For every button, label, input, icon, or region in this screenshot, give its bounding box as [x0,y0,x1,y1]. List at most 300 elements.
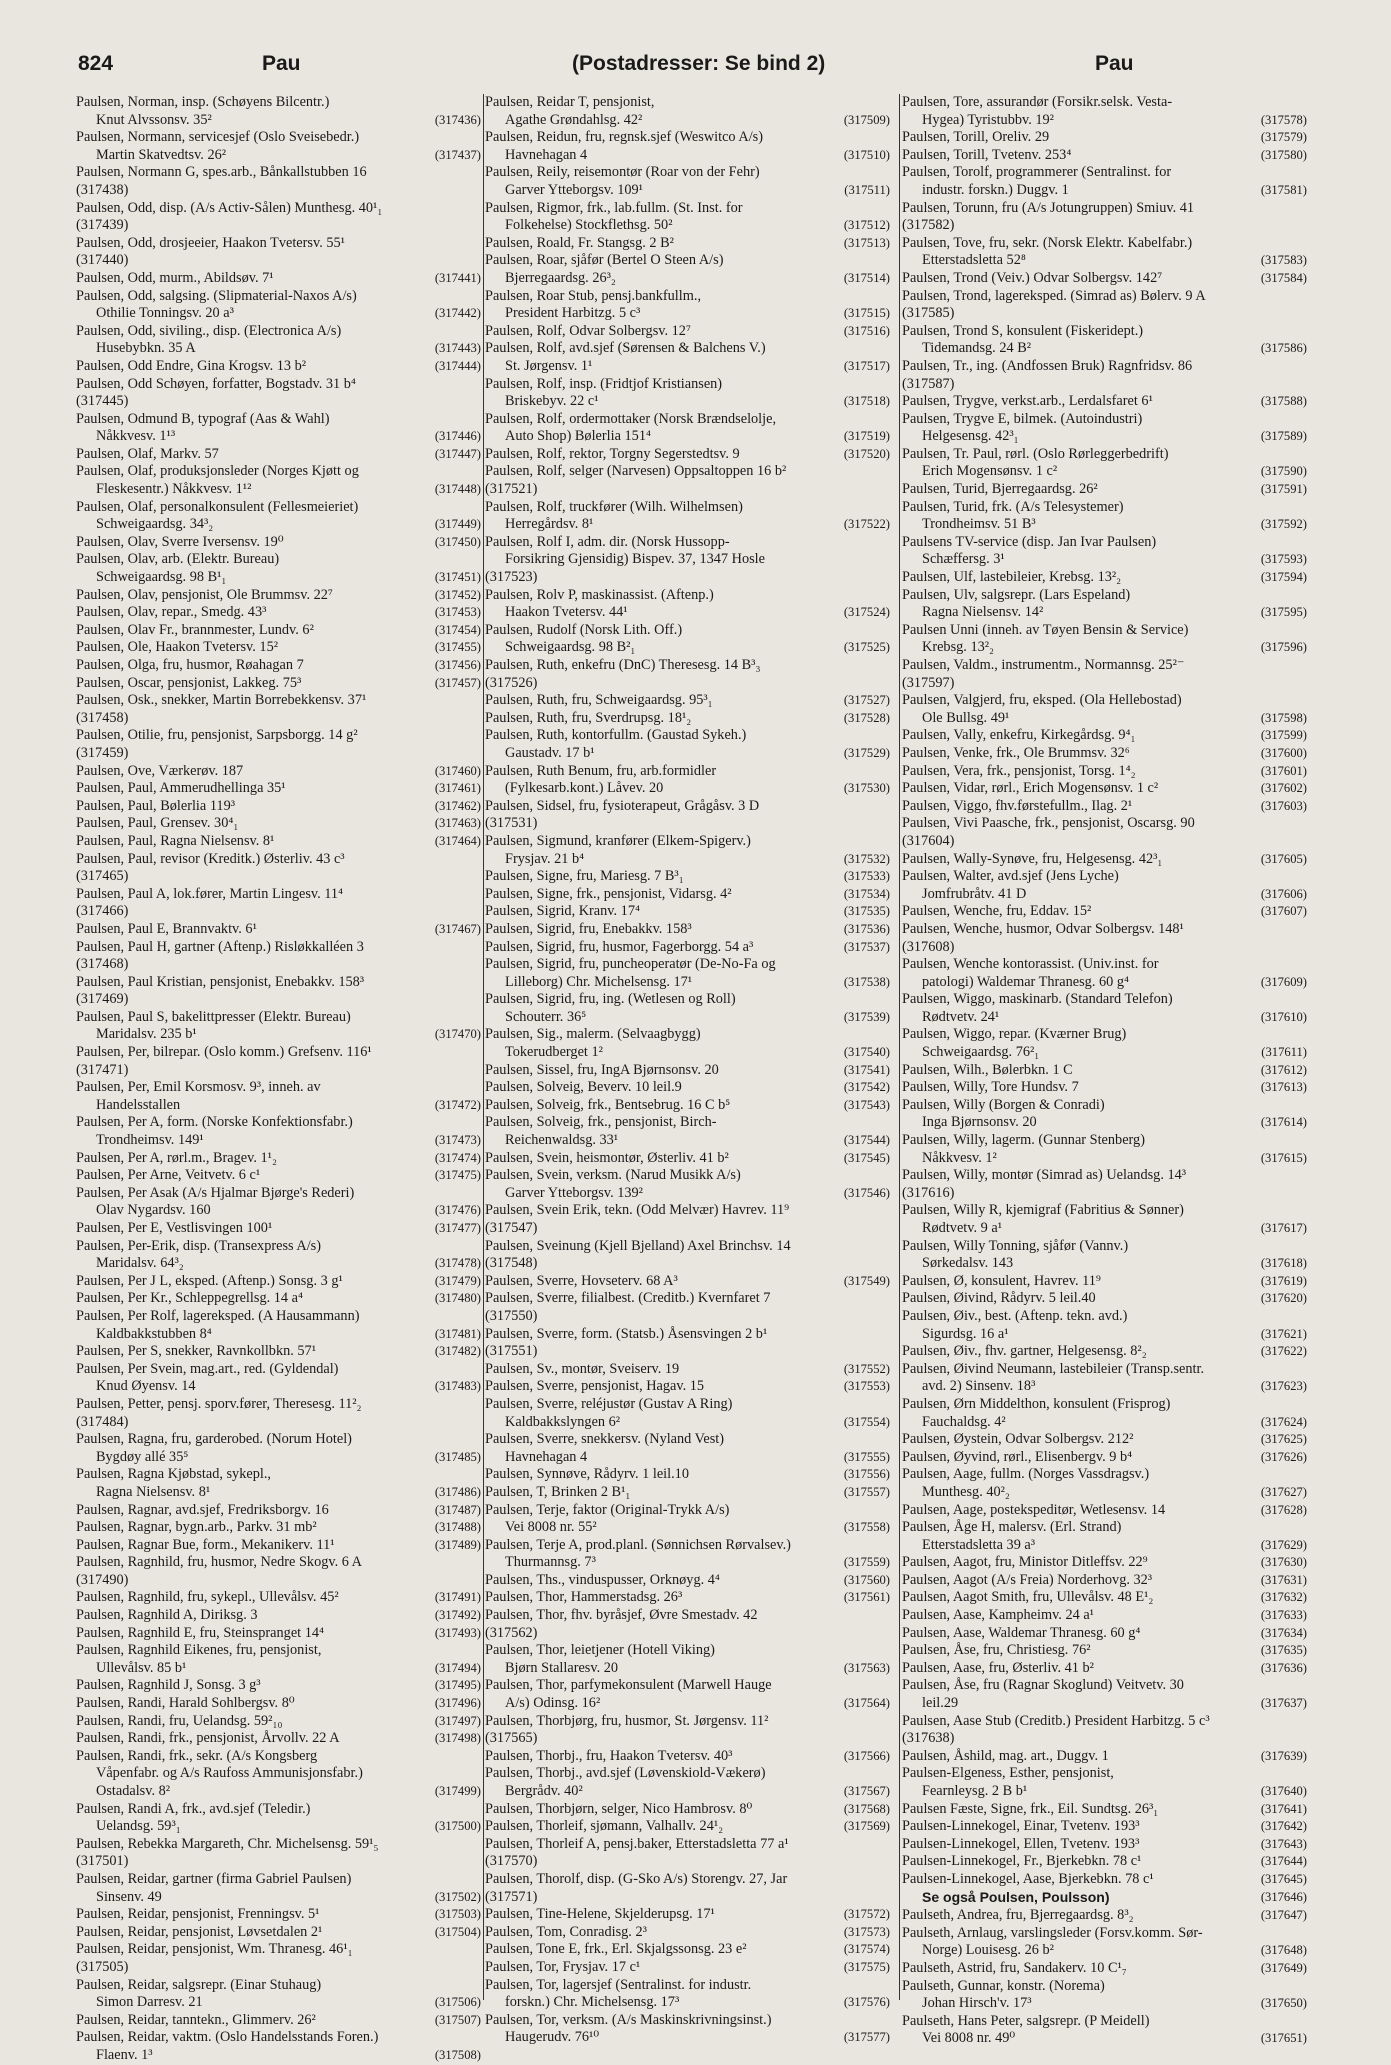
directory-entry-line [902,1695,1307,1713]
phone-number: (317443) [434,341,481,356]
entry-text: Paulsen, Øiv., best. (Aftenp. tekn. avd.) [902,1307,1128,1324]
phone-number: (317535) [843,904,890,919]
phone-number: (317470) [434,1027,481,1042]
directory-entry-line [76,147,481,165]
phone-number: (317614) [1260,1115,1307,1130]
directory-entry-line [902,1466,1307,1484]
entry-text: Havnehagan 4 [505,146,588,163]
entry-text: Paulsen, Per A, form. (Norske Konfektionsfabr.) [76,1114,353,1131]
entry-text: (317608) [902,938,955,955]
entry-text: Paulsen, Aase, fru, Østerliv. 41 b² [902,1659,1094,1676]
entry-text: Norge) Louisesg. 26 b² [922,1942,1054,1959]
entry-text: Paulsen, Reidar T, pensjonist, [485,94,655,110]
directory-entry-line [902,974,1307,992]
directory-entry-line [485,235,890,253]
entry-text: Paulsen, Thorleif, sjømann, Valhallv. 24¹₂ [485,1818,724,1835]
entry-text: Paulsen, Øivind, Rådyrv. 5 leil.40 [902,1290,1096,1307]
directory-entry-line [76,956,481,974]
directory-entry-line [76,1625,481,1643]
directory-entry-line [902,1308,1307,1326]
directory-entry-line [902,164,1307,182]
entry-text: Paulsen, Ørn Middelthon, konsulent (Frisprog) [902,1395,1171,1412]
directory-entry-line [485,1660,890,1678]
entry-text: Paulsen, Per E, Vestlisvingen 100¹ [76,1220,273,1236]
phone-number: (317509) [843,112,890,127]
directory-entry-line [485,1994,890,2012]
entry-text: Paulsen, Thor, fhv. byråsjef, Øvre Smestadv. 42 [485,1607,758,1624]
entry-text: Paulsen, Reidar, pensjonist, Wm. Thranesg. 46¹₁ [76,1941,353,1958]
entry-text: Schæffersg. 3¹ [922,551,1005,568]
directory-entry-line [902,358,1307,376]
entry-text: Paulsen, Ragnhild, fru, husmor, Nedre Skogv. 6 A [76,1554,362,1571]
directory-entry-line [902,1942,1307,1960]
directory-entry-line [485,1290,890,1308]
entry-text: Paulsen, Wiggo, repar. (Kværner Brug) [902,1026,1127,1043]
entry-text: Ragna Nielsensv. 14² [922,604,1044,621]
entry-text: Paulsen, Ruth, kontorfullm. (Gaustad Sykeh.) [485,727,747,744]
entry-text: Paulsen, Olaf, produksjonsleder (Norges Kjøtt og [76,463,359,480]
directory-entry-line [485,815,890,833]
phone-number: (317493) [434,1625,481,1640]
entry-text: (Fylkesarb.kont.) Låvev. 20 [505,780,664,797]
entry-text: Paulsen, Olav Fr., brannmester, Lundv. 6² [76,621,314,638]
directory-entry-line [485,956,890,974]
directory-entry-line [902,1449,1307,1467]
entry-text: Paulsen, Svein Erik, tekn. (Odd Melvær) Havrev. 11⁹ [485,1202,790,1219]
phone-number: (317594) [1260,570,1307,585]
entry-text: Paulsen, Sidsel, fru, fysioterapeut, Grågåsv. 3 D [485,797,760,814]
directory-entry-line [76,1238,481,1256]
directory-entry-line [902,1167,1307,1185]
directory-entry-line [902,675,1307,693]
directory-entry-line [76,1836,481,1854]
phone-number: (317517) [843,358,890,373]
entry-text: Havnehagan 4 [505,1448,588,1465]
phone-number: (317559) [843,1555,890,1570]
directory-entry-line [76,1361,481,1379]
directory-entry-line [902,727,1307,745]
directory-entry-line [902,1607,1307,1625]
directory-entry-line [76,1378,481,1396]
entry-text: Hygea) Tyristubbv. 19² [922,111,1054,128]
phone-number: (317545) [843,1150,890,1165]
phone-number: (317588) [1260,394,1307,409]
directory-entry-line [76,710,481,728]
entry-text: Paulsen, Åse, fru (Ragnar Skoglund) Veitvetv. 30 [902,1677,1184,1694]
directory-entry-line [902,1290,1307,1308]
phone-number: (317574) [843,1942,890,1957]
phone-number: (317467) [434,921,481,936]
phone-number: (317515) [843,306,890,321]
entry-text: Paulsen, Normann G, spes.arb., Bånkallstubben 16 [76,164,367,181]
entry-text: Knut Alvssonsv. 35² [96,111,212,128]
directory-entry-line [76,1924,481,1942]
phone-number: (317624) [1260,1414,1307,1429]
phone-number: (317495) [434,1678,481,1693]
entry-text: Paulsen, Tom, Conradisg. 2³ [485,1923,647,1940]
entry-text: Paulsen, Per A, rørl.m., Bragev. 1¹₂ [76,1149,277,1166]
directory-entry-line [76,587,481,605]
entry-text: Våpenfabr. og A/s Raufoss Ammunisjonsfabr.) [96,1765,363,1782]
directory-entry-line [902,1343,1307,1361]
directory-entry-line [76,1994,481,2012]
phone-number: (317478) [434,1256,481,1271]
entry-text: Paulsen, Per J L, eksped. (Aftenp.) Sonsg. 3 g¹ [76,1272,343,1289]
directory-entry-line [76,1414,481,1432]
entry-text: Paulsen, Rebekka Margareth, Chr. Michelsensg. 59¹₅ [76,1835,379,1852]
directory-entry-line [485,94,890,112]
directory-entry-line [76,1466,481,1484]
directory-entry-line [76,534,481,552]
directory-entry-line [902,692,1307,710]
phone-number: (317539) [843,1009,890,1024]
entry-text: Paulsen, Aagot (A/s Freia) Norderhovg. 32³ [902,1571,1153,1588]
directory-entry-line [902,534,1307,552]
phone-number: (317507) [434,2012,481,2027]
entry-text: Paulsen, Paul, Bølerlia 119³ [76,797,236,814]
directory-entry-line [902,376,1307,394]
directory-entry-line [76,446,481,464]
directory-entry-line [76,1959,481,1977]
directory-entry-line [902,1044,1307,1062]
entry-text: Paulsen, Ulf, lastebileier, Krebsg. 13²₂ [902,569,1122,586]
phone-number: (317639) [1260,1748,1307,1763]
entry-text: Rødtvetv. 9 a¹ [922,1220,1002,1236]
directory-entry-line [485,252,890,270]
directory-entry-line [902,481,1307,499]
directory-entry-line [902,833,1307,851]
entry-text: Paulsen Unni (inneh. av Tøyen Bensin & Service) [902,621,1189,638]
entry-text: Paulsen, Rolf, ordermottaker (Norsk Brændselolje, [485,410,777,427]
entry-text: (317521) [485,481,538,498]
phone-number: (317623) [1260,1379,1307,1394]
phone-number: (317603) [1260,798,1307,813]
phone-number: (317617) [1260,1221,1307,1235]
entry-text: Paulseth, Andrea, fru, Bjerregaardsg. 8³₂ [902,1907,1134,1924]
phone-number: (317591) [1260,482,1307,497]
directory-entry-line [902,745,1307,763]
entry-text: Paulsen, Øyvind, rørl., Elisenbergv. 9 b⁴ [902,1448,1133,1465]
entry-text: Paulsen, Paul S, bakelittpresser (Elektr. Bureau) [76,1008,351,1025]
directory-entry-line [76,323,481,341]
entry-text: Paulsen, Olav, pensjonist, Ole Brummsv. 22⁷ [76,586,333,603]
directory-entry-line [485,463,890,481]
directory-entry-line [76,1941,481,1959]
directory-entry-line [485,1924,890,1942]
directory-column-1 [76,94,481,2065]
directory-entry-line [76,886,481,904]
directory-entry-line [902,1730,1307,1748]
directory-entry-line [902,1537,1307,1555]
phone-number: (317564) [843,1696,890,1711]
directory-entry-line [76,411,481,429]
entry-text: Paulsen, Åse, fru, Christiesg. 76² [902,1642,1091,1659]
phone-number: (317634) [1260,1625,1307,1640]
entry-text: Paulsen, Per, Emil Korsmosv. 9³, inneh. av [76,1079,321,1096]
directory-entry-line [76,974,481,992]
entry-text: Paulsen, Reily, reisemontør (Roar von der Fehr) [485,164,760,181]
directory-entry-line [76,164,481,182]
entry-text: (317469) [76,991,129,1008]
directory-entry-line [485,1308,890,1326]
entry-text: Paulsen, Vivi Paasche, frk., pensjonist, Oscarsg. 90 [902,815,1195,832]
directory-entry-line [485,147,890,165]
directory-entry-line [902,463,1307,481]
directory-entry-line [902,1431,1307,1449]
phone-number: (317437) [434,147,481,162]
phone-number: (317476) [434,1203,481,1218]
phone-number: (317508) [434,2047,481,2062]
directory-entry-line [902,991,1307,1009]
entry-text: Paulsen, Willy (Borgen & Conradi) [902,1096,1105,1113]
entry-text: Schweigaardsg. 76²₁ [922,1044,1040,1061]
entry-text: Paulsen, Øivind Neumann, lastebileier (Transp.sentr. [902,1360,1205,1377]
entry-text: Krebsg. 13²₂ [922,639,995,656]
entry-text: Paulsen, Aagot, fru, Ministor Ditleffsv. 22⁹ [902,1554,1148,1571]
entry-text: Paulsen, Sverre, snekkersv. (Nyland Vest) [485,1431,725,1448]
directory-entry-line [485,534,890,552]
phone-number: (317480) [434,1291,481,1306]
directory-entry-line [902,1361,1307,1379]
directory-entry-line [76,252,481,270]
entry-text: Paulsen, Per Rolf, lagereksped. (A Hausammann) [76,1307,360,1324]
phone-number: (317563) [843,1660,890,1675]
directory-entry-line [902,288,1307,306]
phone-number: (317538) [843,974,890,989]
entry-text: Paulsen, Terje A, prod.planl. (Sønnichsen Rørvalsev.) [485,1536,791,1553]
page-number: 824 [78,52,114,75]
entry-text: Paulsen, Torolf, programmerer (Sentralinst. for [902,164,1172,181]
phone-number: (317481) [434,1326,481,1341]
entry-text: Paulsen, Vally, enkefru, Kirkegårdsg. 9⁴₁ [902,727,1136,744]
entry-text: (317547) [485,1220,538,1236]
entry-text: Paulsen, Reidar, pensjonist, Frenningsv. 5¹ [76,1906,320,1923]
directory-entry-line [485,129,890,147]
directory-entry-line [76,129,481,147]
entry-text: Paulsen, Ragnhild, fru, sykepl., Ullevålsv. 45² [76,1589,339,1606]
entry-text: Paulsen, Ragnhild J, Sonsg. 3 g³ [76,1677,261,1694]
directory-entry-line [76,217,481,235]
entry-text: Paulsen, Thorbjørn, selger, Nico Hambrosv. 8⁰ [485,1800,753,1817]
phone-number: (317611) [1261,1045,1307,1060]
entry-text: Paulsen, Wenche, husmor, Odvar Solbergsv. 148¹ [902,920,1184,937]
phone-number: (317488) [434,1520,481,1535]
entry-text: Folkehelse) Stockflethsg. 50² [505,217,673,234]
entry-text: Nåkkvesv. 1² [922,1149,997,1166]
entry-text: Olav Nygardsv. 160 [96,1202,211,1219]
directory-entry-line [485,1572,890,1590]
directory-entry-line [485,499,890,517]
directory-entry-line [485,1132,890,1150]
directory-entry-line [76,851,481,869]
phone-number: (317595) [1260,605,1307,620]
directory-entry-line [902,956,1307,974]
directory-entry-line [76,1977,481,1995]
entry-text: Paulsen, Sverre, pensjonist, Hagav. 15 [485,1378,705,1395]
phone-number: (317581) [1260,182,1307,197]
phone-number: (317461) [434,781,481,796]
directory-entry-line [902,587,1307,605]
entry-text: Paulsen, Reidar, gartner (firma Gabriel Paulsen) [76,1870,352,1887]
entry-text: Paulsen, Tove, fru, sekr. (Norsk Elektr. Kabelfabr.) [902,234,1193,251]
entry-text: Bergrådv. 40² [505,1783,583,1799]
phone-number: (317584) [1260,270,1307,285]
directory-entry-line [76,1484,481,1502]
phone-number: (317506) [434,1995,481,2010]
entry-text: Sørkedalsv. 143 [922,1255,1014,1272]
directory-entry-line [76,1818,481,1836]
entry-text: Paulsen, Randi, frk., sekr. (A/s Kongsberg [76,1747,318,1764]
entry-text: Paulsen, Aage, fullm. (Norges Vassdragsv.) [902,1466,1150,1483]
entry-text: Husebybkn. 35 A [96,340,196,357]
directory-entry-line [902,815,1307,833]
entry-text: Paulsen, Paul, Ragna Nielsensv. 8¹ [76,832,275,849]
phone-number: (317479) [434,1273,481,1288]
directory-entry-line [76,745,481,763]
directory-entry-line [485,1642,890,1660]
directory-entry-line [485,1431,890,1449]
entry-text: Paulsen-Linnekogel, Einar, Tvetenv. 193³ [902,1818,1140,1835]
phone-number: (317590) [1260,464,1307,479]
directory-entry-line [76,1889,481,1907]
directory-entry-line [902,780,1307,798]
entry-text: Paulsen, Vera, frk., pensjonist, Torsg. 1⁴₂ [902,762,1136,779]
directory-entry-line [902,1836,1307,1854]
phone-number: (317448) [434,482,481,497]
entry-text: Paulsen, Normann, servicesjef (Oslo Sveisebedr.) [76,129,360,146]
entry-text: (317604) [902,832,955,849]
phone-number: (317444) [434,358,481,373]
directory-entry-line [485,1343,890,1361]
entry-text: Paulsen, Thor, Hammerstadsg. 26³ [485,1589,683,1606]
entry-text: (317551) [485,1343,538,1360]
directory-entry-line [902,340,1307,358]
directory-entry-line [902,1378,1307,1396]
directory-entry-line [76,1607,481,1625]
directory-entry-line [485,1079,890,1097]
entry-text: Paulsen, Per Asak (A/s Hjalmar Bjørge's Rederi) [76,1184,355,1201]
phone-number: (317561) [843,1590,890,1605]
directory-entry-line [485,1167,890,1185]
directory-entry-line [902,1396,1307,1414]
directory-entry-line [76,340,481,358]
entry-text: Paulsen-Elgeness, Esther, pensjonist, [902,1765,1114,1782]
directory-entry-line [902,1713,1307,1731]
directory-entry-line [902,499,1307,517]
entry-text: Paulsen, Otilie, fru, pensjonist, Sarpsborgg. 14 g² [76,727,358,744]
entry-text: Frysjav. 21 b⁴ [505,850,585,867]
directory-entry-line [902,1925,1307,1943]
entry-text: Paulsen, Ragnar, bygn.arb., Parkv. 31 mb² [76,1519,317,1536]
entry-text: Paulsen, Odd Schøyen, forfatter, Bogstadv. 31 b⁴ [76,375,356,392]
phone-number: (317456) [434,658,481,672]
entry-text: Paulsen, Wenche kontorassist. (Univ.inst. for [902,956,1159,973]
entry-text: (317466) [76,903,129,920]
phone-number: (317512) [843,218,890,233]
entry-text: Paulsen, Olav, Sverre Iversensv. 19⁰ [76,533,284,550]
entry-text: Paulsen, Valdm., instrumentm., Normannsg. 25²⁻ [902,657,1185,673]
entry-text: Paulsen, Roar, sjåfør (Bertel O Steen A/s) [485,252,724,269]
entry-text: Paulsen, Willy, montør (Simrad as) Uelandsg. 14³ [902,1167,1187,1184]
directory-entry-line [76,428,481,446]
entry-text: Paulsen, Randi, frk., pensjonist, Årvollv. 22 A [76,1730,340,1747]
directory-entry-line [485,886,890,904]
directory-entry-line [902,182,1307,200]
directory-entry-line [485,1713,890,1731]
entry-text: (317438) [76,181,129,198]
entry-text: Paulsen, Paul Kristian, pensjonist, Enebakkv. 158³ [76,973,365,990]
directory-entry-line [902,1871,1307,1889]
entry-text: Vei 8008 nr. 49⁰ [922,2030,1016,2047]
phone-number: (317552) [843,1361,890,1376]
entry-text: Paulsen, Thorleif A, pensj.baker, Etterstadsletta 77 a¹ [485,1835,789,1852]
directory-entry-line [76,463,481,481]
phone-number: (317525) [843,640,890,655]
entry-text: St. Jørgensv. 1¹ [505,357,593,374]
phone-number: (317605) [1260,851,1307,866]
directory-entry-line [76,1326,481,1344]
entry-text: Paulsen-Linnekogel, Fr., Bjerkebkn. 78 c¹ [902,1853,1142,1870]
directory-entry-line [902,1132,1307,1150]
entry-text: Paulsen, Paul A, lok.fører, Martin Lingesv. 11⁴ [76,885,344,902]
directory-entry-line [902,710,1307,728]
running-head-center: (Postadresser: Se bind 2) [572,52,826,75]
phone-number: (317549) [843,1273,890,1288]
directory-entry-line [76,692,481,710]
directory-entry-line [902,886,1307,904]
directory-entry-line [485,1607,890,1625]
phone-number: (317592) [1260,517,1307,532]
directory-entry-line [902,921,1307,939]
entry-text: Ostadalsv. 8² [96,1783,171,1799]
entry-text: Schweigaardsg. 34³₂ [96,516,214,533]
entry-text: A/s) Odinsg. 16² [505,1695,601,1712]
entry-text: Paulsen, Oscar, pensjonist, Lakkeg. 75³ [76,674,302,691]
directory-entry-line [76,1396,481,1414]
directory-entry-line [902,1114,1307,1132]
directory-entry-line [485,1449,890,1467]
directory-entry-line [76,2047,481,2065]
entry-text: (317439) [76,217,129,234]
directory-entry-line [485,1730,890,1748]
phone-number: (317601) [1260,763,1307,778]
entry-text: (317459) [76,744,129,761]
directory-entry-line [902,551,1307,569]
entry-text: Se også Poulsen, Poulsson) [922,1888,1110,1905]
directory-entry-line [902,868,1307,886]
entry-text: Paulsen, Sveinung (Kjell Bjelland) Axel Brinchsv. 14 [485,1237,791,1254]
phone-number: (317598) [1260,710,1307,725]
entry-text: President Harbitzg. 5 c³ [505,305,641,322]
directory-entry-line [76,763,481,781]
directory-entry-line [76,833,481,851]
entry-text: Paulsen, Ø, konsulent, Havrev. 11⁹ [902,1272,1101,1289]
directory-entry-line [76,1132,481,1150]
phone-number: (317436) [434,112,481,127]
directory-entry-line [902,1255,1307,1273]
entry-text: (317597) [902,674,955,691]
phone-number: (317473) [434,1133,481,1148]
entry-text: Paulsen, Ole, Haakon Tvetersv. 15² [76,639,279,656]
entry-text: Paulsen, Øiv., fhv. gartner, Helgesensg. 8²₂ [902,1343,1147,1360]
directory-entry-line [902,428,1307,446]
entry-text: Paulsen, Reidar, vaktm. (Oslo Handelsstands Foren.) [76,2029,379,2046]
directory-entry-line [76,1185,481,1203]
directory-entry-line [76,2029,481,2047]
phone-number: (317644) [1260,1854,1307,1869]
phone-number: (317613) [1260,1080,1307,1095]
entry-text: Garver Ytteborgsv. 109¹ [505,181,643,198]
